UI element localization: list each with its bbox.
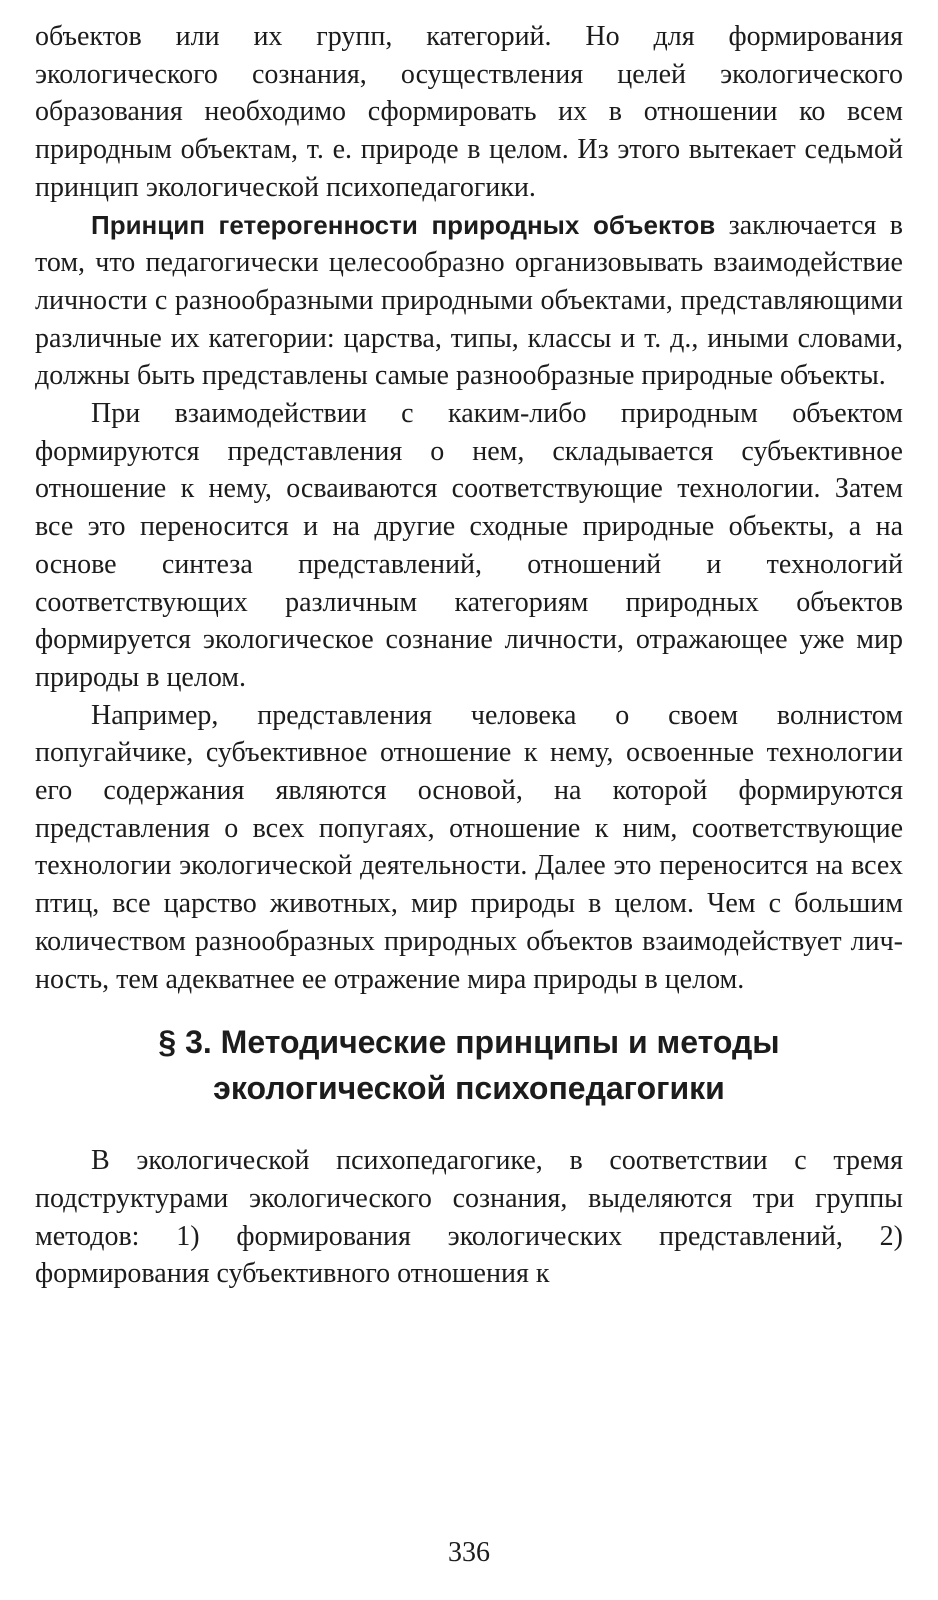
paragraph-continuation: объектов или их групп, категорий. Но для формирования экологического сознания, осуществления целей экологического образования необходимо сформировать их в отношении ко всем природным объектам, т. е. природе в целом. Из этого вытекает седьмой принцип экологической психопедагогики. (35, 21, 903, 203)
paragraph-heterogeneity-principle (35, 207, 903, 396)
section-heading-line-2: экологической психопедагогики (213, 1070, 725, 1107)
page-number: 336 (448, 1537, 490, 1568)
principle-term: Принцип гетерогенности природных объектов (91, 209, 716, 240)
section-heading (35, 1019, 903, 1111)
paragraph-example: Например, представления человека о своем волнистом попугайчике, субъективное отношение к нему, освоенные технологии его содержания являются основой, на которой формируются представления о всех попугаях, отношение к ним, соответствующие технологии экологической деятельности. Далее это переносится на всех птиц, все царство животных, мир природы в целом. Чем с большим количеством разнообразных природных объектов взаимодействует личность, тем адекватнее ее отражение мира природы в целом. (35, 699, 903, 995)
principle-definition: заключается в том, что педагогически целесообразно организовывать взаимодействие личности с разнообразными природными объектами, представляющими различные их категории: царства, типы, классы и т. д., иными словами, должны быть представлены самые разнообразные природные объекты. (35, 209, 903, 392)
page-body (35, 18, 903, 1293)
paragraph-methods: В экологической психопедагогике, в соответствии с тремя подструктурами экологического сознания, выделяются три группы методов: 1) формирования экологических представлений, 2) формирования субъективного отношения к (35, 1145, 903, 1290)
paragraph-interaction: При взаимодействии с каким-либо природным объектом формируются представления о нем, складывается субъективное отношение к нему, осваиваются соответствующие технологии. Затем все это переносится и на другие сходные природные объекты, а на основе синтеза представлений, отношений и технологий соответствующих различным категориям природных объектов формируется экологическое сознание личности, отражающее уже мир природы в целом. (35, 398, 903, 693)
section-heading-line-1: § 3. Методические принципы и методы (158, 1024, 780, 1061)
